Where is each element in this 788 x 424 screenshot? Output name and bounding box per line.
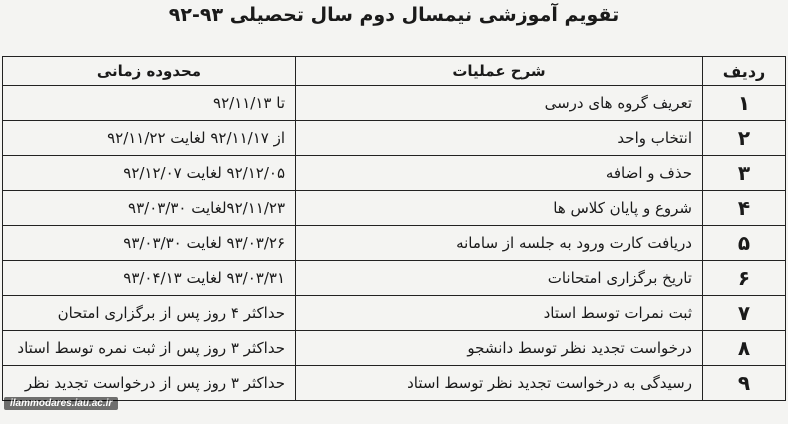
row-operation: شروع و پایان کلاس ها — [296, 191, 703, 226]
row-time-range: ۹۲/۱۲/۰۵ لغایت ۹۲/۱۲/۰۷ — [3, 156, 296, 191]
table-row — [3, 121, 786, 156]
table-row — [3, 156, 786, 191]
row-time-range: تا ۹۲/۱۱/۱۳ — [3, 86, 296, 121]
table-row — [3, 191, 786, 226]
row-operation: حذف و اضافه — [296, 156, 703, 191]
table-row — [3, 366, 786, 401]
row-time-range: ۹۳/۰۳/۲۶ لغایت ۹۳/۰۳/۳۰ — [3, 226, 296, 261]
header-num: ردیف — [703, 57, 786, 86]
row-time-range: حداکثر ۳ روز پس از درخواست تجدید نظر — [3, 366, 296, 401]
row-num: ۹ — [703, 366, 786, 401]
calendar-table — [2, 56, 786, 401]
table-row — [3, 296, 786, 331]
header-operation: شرح عملیات — [296, 57, 703, 86]
row-operation: رسیدگی به درخواست تجدید نظر توسط استاد — [296, 366, 703, 401]
table-row — [3, 331, 786, 366]
row-operation: تعریف گروه های درسی — [296, 86, 703, 121]
row-num: ۷ — [703, 296, 786, 331]
row-operation: ثبت نمرات توسط استاد — [296, 296, 703, 331]
row-operation: تاریخ برگزاری امتحانات — [296, 261, 703, 296]
row-num: ۱ — [703, 86, 786, 121]
table-row — [3, 226, 786, 261]
row-num: ۳ — [703, 156, 786, 191]
row-time-range: ۹۲/۱۱/۲۳لغایت ۹۳/۰۳/۳۰ — [3, 191, 296, 226]
row-operation: انتخاب واحد — [296, 121, 703, 156]
row-num: ۸ — [703, 331, 786, 366]
row-num: ۲ — [703, 121, 786, 156]
table-row — [3, 261, 786, 296]
row-time-range: از ۹۲/۱۱/۱۷ لغایت ۹۲/۱۱/۲۲ — [3, 121, 296, 156]
row-operation: درخواست تجدید نظر توسط دانشجو — [296, 331, 703, 366]
header-time-range: محدوده زمانی — [3, 57, 296, 86]
row-num: ۵ — [703, 226, 786, 261]
row-operation: دریافت کارت ورود به جلسه از سامانه — [296, 226, 703, 261]
row-num: ۴ — [703, 191, 786, 226]
table-row — [3, 86, 786, 121]
row-time-range: حداکثر ۳ روز پس از ثبت نمره توسط استاد — [3, 331, 296, 366]
row-time-range: حداکثر ۴ روز پس از برگزاری امتحان — [3, 296, 296, 331]
table-header-row — [3, 57, 786, 86]
row-time-range: ۹۳/۰۳/۳۱ لغایت ۹۳/۰۴/۱۳ — [3, 261, 296, 296]
page-title: تقویم آموزشی نیمسال دوم سال تحصیلی ۹۳-۹۲ — [168, 4, 620, 26]
row-num: ۶ — [703, 261, 786, 296]
watermark-logo: ilammodares.iau.ac.ir — [4, 397, 118, 410]
